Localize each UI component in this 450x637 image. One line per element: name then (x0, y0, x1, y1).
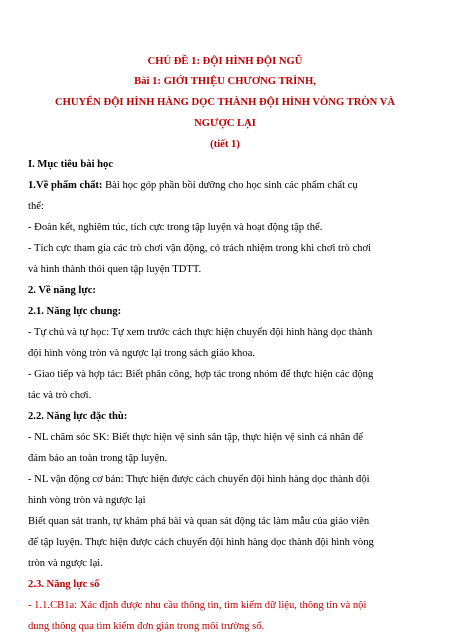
lesson-subtitle-line-2: NGƯỢC LẠI (194, 118, 256, 129)
lesson-subtitle-line-1: CHUYỂN ĐỘI HÌNH HÀNG DỌC THÀNH ĐỘI HÌNH VÒNG TRÒN VÀ (54, 97, 396, 108)
chapter-title: CHỦ ĐỀ 1: ĐỘI HÌNH ĐỘI NGŨ (147, 56, 303, 67)
general-competency-line: tác và trò chơi. (28, 390, 92, 401)
lesson-title: Bài 1: GIỚI THIỆU CHƯƠNG TRÌNH, (134, 76, 316, 87)
specific-competency-line: đảm bảo an toàn trong tập luyện. (28, 453, 168, 464)
specific-competency-line: hình vòng tròn và ngược lại (28, 495, 146, 506)
qualities-intro-text: Bài học góp phần bồi dưỡng cho học sinh các phẩm chất cụ (102, 180, 358, 191)
general-competency-line: - Giao tiếp và hợp tác: Biết phân công, hợp tác trong nhóm để thực hiện các động (28, 369, 374, 380)
lesson-period: (tiết 1) (210, 139, 240, 150)
quality-item: - Đoàn kết, nghiêm túc, tích cực trong tập luyện và hoạt động tập thể. (28, 222, 323, 233)
specific-competency-line: để tập luyện. Thực hiện được cách chuyển đội hình hàng dọc thành đội hình vòng (28, 537, 374, 548)
specific-competency-line: - NL vận động cơ bản: Thực hiện được cách chuyển đội hình hàng dọc thành đội (28, 474, 370, 485)
digital-competency-line: dung thông qua tìm kiếm đơn giản trong môi trường số. (28, 621, 265, 632)
quality-item: và hình thành thói quen tập luyện TDTT. (28, 264, 202, 275)
qualities-intro-continued: thể: (28, 201, 44, 212)
general-competency-line: - Tự chủ và tự học: Tự xem trước cách thực hiện chuyển đội hình hàng dọc thành (28, 327, 373, 338)
specific-competency-line: - NL chăm sóc SK: Biết thực hiện vệ sinh sân tập, thực hiện vệ sinh cá nhân để (28, 432, 364, 443)
specific-competency-heading: 2.2. Năng lực đặc thù: (28, 411, 128, 422)
digital-competency-heading: 2.3. Năng lực số (28, 579, 100, 590)
general-competency-heading: 2.1. Năng lực chung: (28, 306, 122, 317)
objectives-heading: I. Mục tiêu bài học (28, 159, 114, 170)
digital-competency-line: - 1.1.CB1a: Xác định được nhu cầu thông tin, tìm kiếm dữ liệu, thông tin và nội (28, 600, 367, 611)
general-competency-line: đội hình vòng tròn và ngược lại trong sách giáo khoa. (28, 348, 256, 359)
specific-competency-line: tròn và ngược lại. (28, 558, 103, 569)
qualities-intro (28, 176, 424, 196)
specific-competency-line: Biết quan sát tranh, tự khám phá bài và quan sát động tác làm mẫu của giáo viên (28, 516, 370, 527)
quality-item: - Tích cực tham gia các trò chơi vận động, có trách nhiệm trong khi chơi trò chơi (28, 243, 371, 254)
qualities-label: 1.Về phẩm chất: (28, 180, 103, 191)
competencies-heading: 2. Về năng lực: (28, 285, 96, 296)
